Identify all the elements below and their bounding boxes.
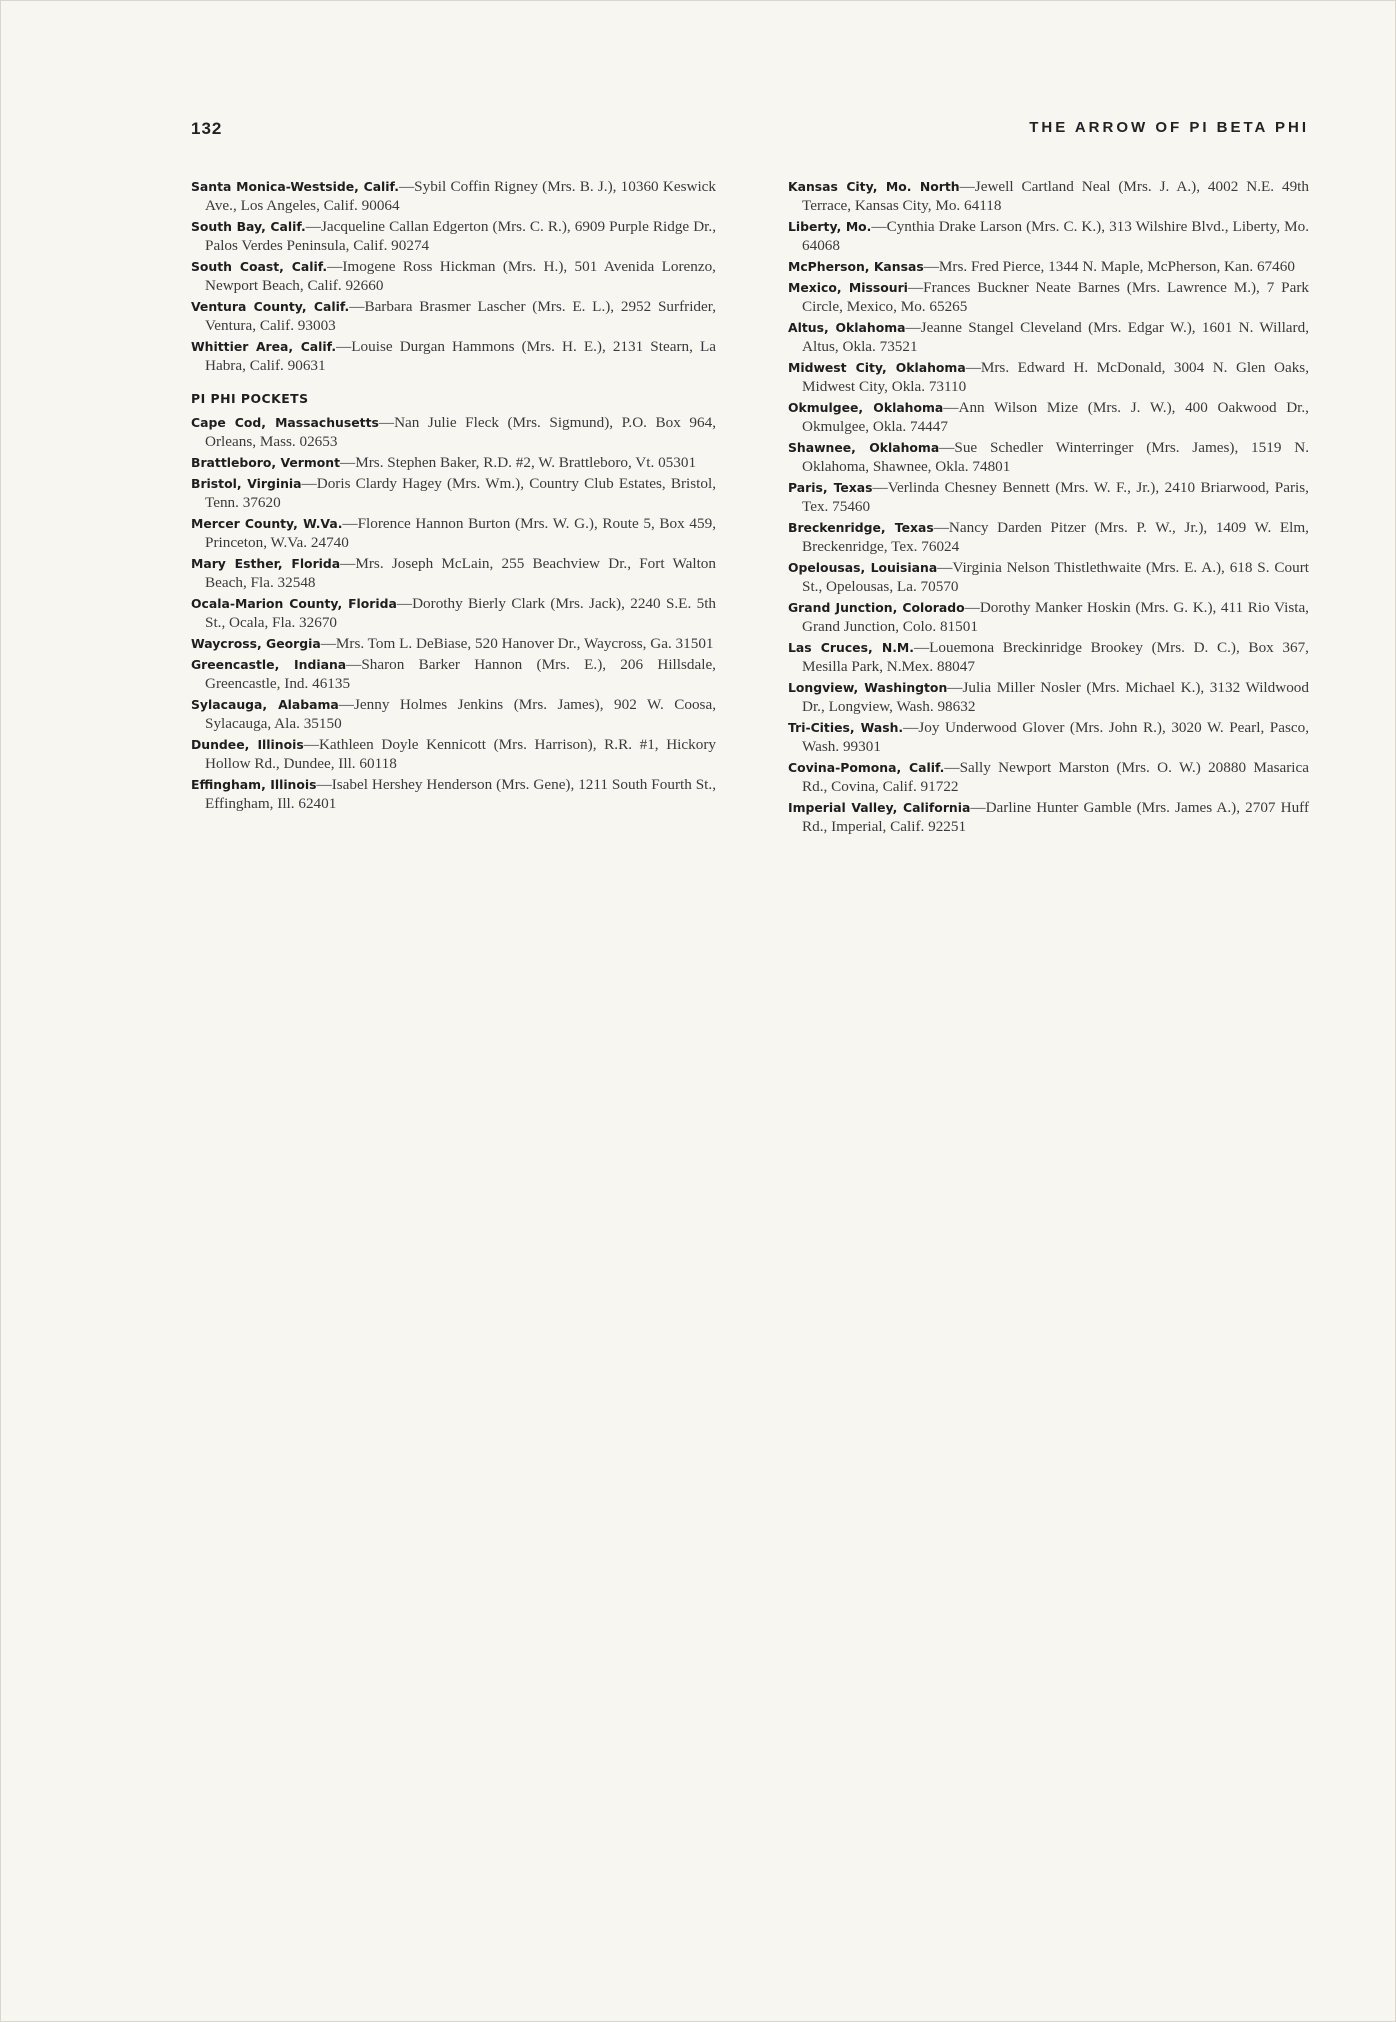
directory-entry (191, 514, 716, 552)
entry-details: —Sue Schedler Winterringer (Mrs. James), 1519 N. Oklahoma, Shawnee, Okla. 74801 (802, 439, 1309, 475)
entry-details: —Julia Miller Nosler (Mrs. Michael K.), 3132 Wildwood Dr., Longview, Wash. 98632 (802, 679, 1309, 715)
entry-details: —Verlinda Chesney Bennett (Mrs. W. F., Jr.), 2410 Briarwood, Paris, Tex. 75460 (802, 479, 1309, 515)
directory-entry (191, 655, 716, 693)
entry-place: South Bay, Calif. (191, 219, 306, 234)
pi-phi-pockets-list (191, 413, 716, 813)
entry-details: —Jeanne Stangel Cleveland (Mrs. Edgar W.), 1601 N. Willard, Altus, Okla. 73521 (802, 319, 1309, 355)
directory-entry (788, 598, 1309, 636)
directory-entry (191, 297, 716, 335)
entry-details: —Nancy Darden Pitzer (Mrs. P. W., Jr.), 1409 W. Elm, Breckenridge, Tex. 76024 (802, 519, 1309, 555)
entry-place: Grand Junction, Colorado (788, 600, 965, 615)
entry-place: Covina-Pomona, Calif. (788, 760, 945, 775)
entry-details: —Mrs. Joseph McLain, 255 Beachview Dr., Fort Walton Beach, Fla. 32548 (205, 555, 716, 591)
entry-place: Whittier Area, Calif. (191, 339, 337, 354)
entry-details: —Ann Wilson Mize (Mrs. J. W.), 400 Oakwood Dr., Okmulgee, Okla. 74447 (802, 399, 1309, 435)
entry-details: —Darline Hunter Gamble (Mrs. James A.), 2707 Huff Rd., Imperial, Calif. 92251 (802, 799, 1309, 835)
entry-place: Waycross, Georgia (191, 636, 321, 651)
directory-entry (788, 758, 1309, 796)
entry-details: —Mrs. Fred Pierce, 1344 N. Maple, McPherson, Kan. 67460 (923, 258, 1295, 275)
directory-entry (788, 438, 1309, 476)
entry-details: —Jacqueline Callan Edgerton (Mrs. C. R.), 6909 Purple Ridge Dr., Palos Verdes Peninsula, Calif. 90274 (205, 218, 716, 254)
page-number: 132 (191, 119, 223, 138)
directory-entry (191, 594, 716, 632)
entry-place: Sylacauga, Alabama (191, 697, 339, 712)
entry-place: South Coast, Calif. (191, 259, 328, 274)
entry-place: Longview, Washington (788, 680, 948, 695)
entry-details: —Joy Underwood Glover (Mrs. John R.), 3020 W. Pearl, Pasco, Wash. 99301 (802, 719, 1310, 755)
directory-entry (788, 398, 1309, 436)
directory-entry (788, 478, 1309, 516)
entry-place: Brattleboro, Vermont (191, 455, 341, 470)
directory-entry (788, 318, 1309, 356)
entry-details: —Kathleen Doyle Kennicott (Mrs. Harrison), R.R. #1, Hickory Hollow Rd., Dundee, Ill. 60118 (205, 736, 716, 772)
entry-place: Greencastle, Indiana (191, 657, 347, 672)
alumnae-club-list-continued (788, 177, 1309, 836)
entry-details: —Mrs. Tom L. DeBiase, 520 Hanover Dr., Waycross, Ga. 31501 (320, 635, 714, 652)
directory-entry (191, 177, 716, 215)
entry-place: Santa Monica-Westside, Calif. (191, 179, 399, 194)
directory-entry (788, 678, 1309, 716)
page-header (191, 119, 1309, 149)
directory-entry (788, 718, 1309, 756)
entry-details: —Barbara Brasmer Lascher (Mrs. E. L.), 2952 Surfrider, Ventura, Calif. 93003 (205, 298, 716, 334)
directory-entry (191, 413, 716, 451)
entry-place: Mexico, Missouri (788, 280, 908, 295)
directory-entry (191, 634, 716, 653)
entry-place: Altus, Oklahoma (788, 320, 906, 335)
directory-entry (191, 735, 716, 773)
entry-details: —Frances Buckner Neate Barnes (Mrs. Lawrence M.), 7 Park Circle, Mexico, Mo. 65265 (802, 279, 1309, 315)
entry-details: —Louemona Breckinridge Brookey (Mrs. D. C.), Box 367, Mesilla Park, N.Mex. 88047 (802, 639, 1309, 675)
entry-place: Midwest City, Oklahoma (788, 360, 966, 375)
entry-details: —Dorothy Bierly Clark (Mrs. Jack), 2240 S.E. 5th St., Ocala, Fla. 32670 (205, 595, 717, 631)
directory-entry (788, 278, 1309, 316)
entry-details: —Jewell Cartland Neal (Mrs. J. A.), 4002 N.E. 49th Terrace, Kansas City, Mo. 64118 (802, 178, 1309, 214)
entry-place: Mercer County, W.Va. (191, 516, 343, 531)
entry-place: Shawnee, Oklahoma (788, 440, 940, 455)
entry-place: Liberty, Mo. (788, 219, 872, 234)
entry-place: Las Cruces, N.M. (788, 640, 914, 655)
directory-entry (788, 177, 1309, 215)
entry-details: —Cynthia Drake Larson (Mrs. C. K.), 313 Wilshire Blvd., Liberty, Mo. 64068 (802, 218, 1309, 254)
entry-details: —Mrs. Stephen Baker, R.D. #2, W. Brattleboro, Vt. 05301 (340, 454, 697, 471)
entry-place: Effingham, Illinois (191, 777, 317, 792)
directory-entry (788, 518, 1309, 556)
directory-entry (788, 217, 1309, 255)
entry-details: —Mrs. Edward H. McDonald, 3004 N. Glen Oaks, Midwest City, Okla. 73110 (802, 359, 1309, 395)
entry-details: —Sharon Barker Hannon (Mrs. E.), 206 Hillsdale, Greencastle, Ind. 46135 (205, 656, 716, 692)
directory-entry (191, 217, 716, 255)
directory-entry (191, 775, 716, 813)
directory-entry (788, 638, 1309, 676)
directory-entry (788, 558, 1309, 596)
directory-entry (191, 554, 716, 592)
entry-details: —Dorothy Manker Hoskin (Mrs. G. K.), 411 Rio Vista, Grand Junction, Colo. 81501 (802, 599, 1309, 635)
entry-place: Tri-Cities, Wash. (788, 720, 904, 735)
entry-details: —Isabel Hershey Henderson (Mrs. Gene), 1211 South Fourth St., Effingham, Ill. 62401 (205, 776, 716, 812)
entry-place: Mary Esther, Florida (191, 556, 341, 571)
directory-entry (788, 257, 1309, 276)
entry-place: Imperial Valley, California (788, 800, 971, 815)
entry-place: Ocala-Marion County, Florida (191, 596, 397, 611)
directory-entry (191, 337, 716, 375)
entry-place: Kansas City, Mo. North (788, 179, 960, 194)
directory-entry (788, 358, 1309, 396)
entry-place: Okmulgee, Oklahoma (788, 400, 944, 415)
section-heading-pi-phi-pockets: PI PHI POCKETS (191, 391, 309, 406)
entry-place: Paris, Texas (788, 480, 873, 495)
entry-place: Ventura County, Calif. (191, 299, 350, 314)
entry-details: —Jenny Holmes Jenkins (Mrs. James), 902 W. Coosa, Sylacauga, Ala. 35150 (205, 696, 717, 732)
entry-place: Breckenridge, Texas (788, 520, 934, 535)
directory-entry (191, 474, 716, 512)
alumnae-club-list (191, 177, 716, 375)
entry-details: —Florence Hannon Burton (Mrs. W. G.), Route 5, Box 459, Princeton, W.Va. 24740 (205, 515, 716, 551)
entry-details: —Louise Durgan Hammons (Mrs. H. E.), 2131 Stearn, La Habra, Calif. 90631 (205, 338, 716, 374)
directory-entry (191, 257, 716, 295)
directory-entry (191, 453, 716, 472)
entry-place: Cape Cod, Massachusetts (191, 415, 379, 430)
entry-details: —Nan Julie Fleck (Mrs. Sigmund), P.O. Box 964, Orleans, Mass. 02653 (205, 414, 717, 450)
entry-place: Dundee, Illinois (191, 737, 304, 752)
entry-place: Opelousas, Louisiana (788, 560, 938, 575)
entry-place: McPherson, Kansas (788, 259, 924, 274)
entry-details: —Doris Clardy Hagey (Mrs. Wm.), Country Club Estates, Bristol, Tenn. 37620 (205, 475, 717, 511)
left-column (191, 177, 716, 815)
entry-details: —Sally Newport Marston (Mrs. O. W.) 20880 Masarica Rd., Covina, Calif. 91722 (802, 759, 1310, 795)
entry-place: Bristol, Virginia (191, 476, 302, 491)
running-title: THE ARROW OF PI BETA PHI (1029, 119, 1309, 136)
directory-entry (191, 695, 716, 733)
right-column (788, 177, 1309, 838)
entry-details: —Sybil Coffin Rigney (Mrs. B. J.), 10360 Keswick Ave., Los Angeles, Calif. 90064 (205, 178, 716, 214)
entry-details: —Imogene Ross Hickman (Mrs. H.), 501 Avenida Lorenzo, Newport Beach, Calif. 92660 (205, 258, 716, 294)
entry-details: —Virginia Nelson Thistlethwaite (Mrs. E. A.), 618 S. Court St., Opelousas, La. 70570 (802, 559, 1309, 595)
directory-entry (788, 798, 1309, 836)
